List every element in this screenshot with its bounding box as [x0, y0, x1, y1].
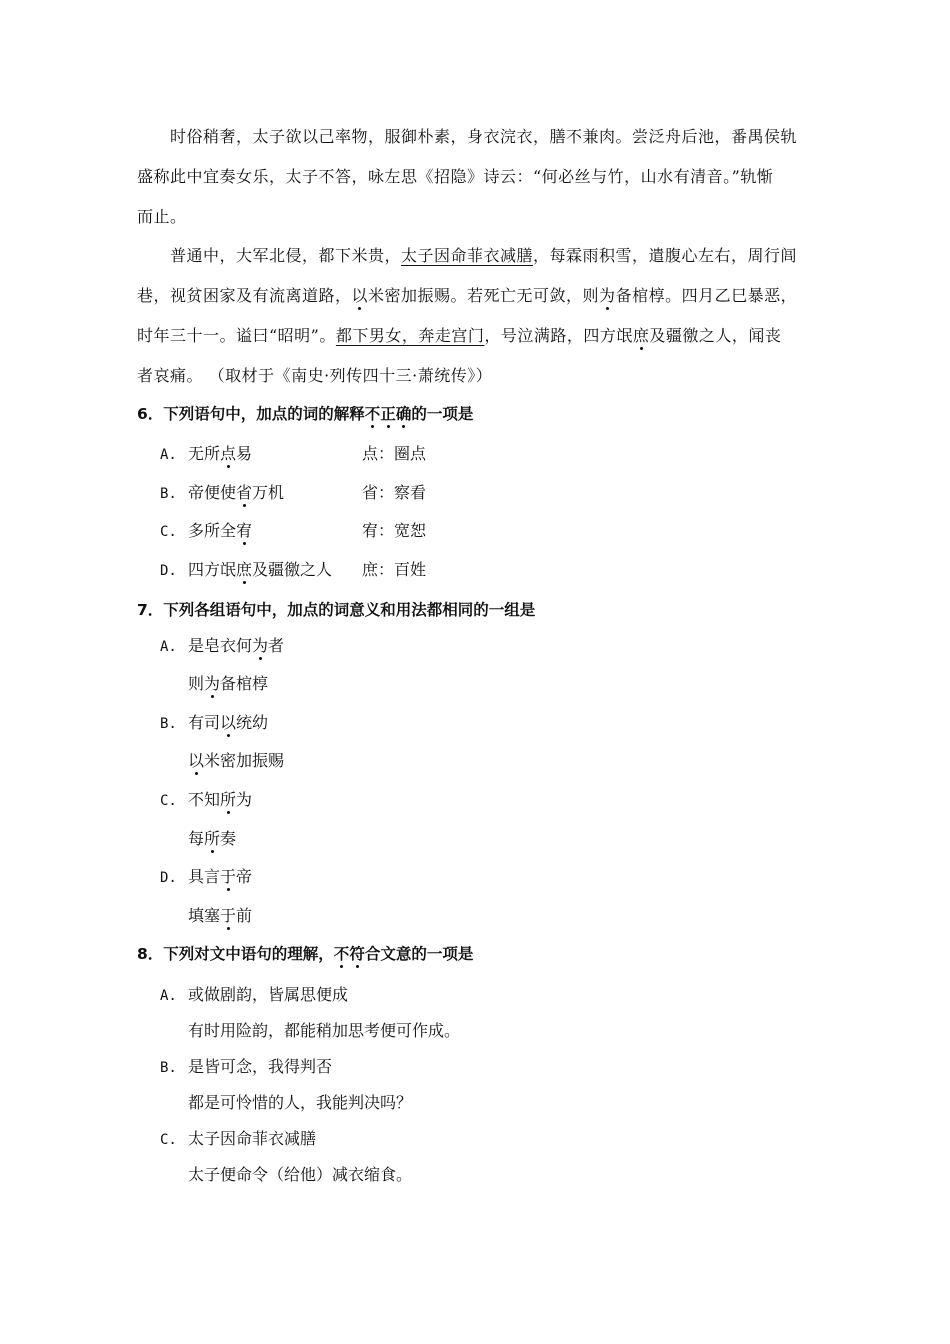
passage-line [137, 236, 817, 276]
option-label: D. [160, 870, 177, 886]
text-span: 为 [236, 790, 253, 809]
text-span: 填塞 [188, 906, 221, 925]
text-span: ，号泣满路，四方氓 [484, 326, 633, 345]
dotted-word: 正 [380, 405, 396, 423]
text-span: 合文意的一项是 [364, 945, 474, 963]
dotted-word: 为 [204, 674, 221, 693]
text-span: 的一项是 [411, 405, 474, 423]
text-span: 巷，视贫困家及有流离道路， [137, 286, 352, 305]
option-label: C. [160, 1132, 177, 1148]
passage-line [137, 316, 817, 356]
text-span: 是皂衣何 [188, 636, 253, 655]
question-7-title: 7．下列各组语句中，加点的词意义和用法都相同的一组是 [137, 601, 536, 619]
text-span: 帝便使 [188, 483, 237, 502]
text-span: 8．下列对文中语句的理解， [137, 945, 334, 963]
dotted-word: 为 [599, 286, 616, 305]
passage-line: 而止。 [137, 207, 187, 226]
passage-paragraph-2 [137, 236, 817, 396]
passage-line [137, 276, 817, 316]
text-span: 及疆徼之人 [252, 560, 333, 579]
dotted-word: 庶 [236, 560, 253, 579]
option-label: A. [160, 988, 177, 1004]
text-span: 时年三十一。谥曰“昭明”。 [137, 326, 336, 345]
dotted-word: 于 [220, 906, 237, 925]
q8-option-c-explain: 太子便命令（给他）减衣缩食。 [188, 1165, 413, 1184]
text-span: 每 [188, 829, 205, 848]
q6-option-c [160, 518, 252, 541]
text-span: 前 [236, 906, 253, 925]
text-span: 6．下列语句中，加点的词的解释 [137, 405, 365, 423]
option-label: A. [160, 447, 177, 463]
q6-option-b [160, 480, 284, 503]
text-span: 四方氓 [188, 560, 237, 579]
dotted-word: 省 [236, 483, 253, 502]
text-span: 帝 [236, 867, 253, 886]
option-text: 太子因命菲衣减膳 [188, 1129, 317, 1148]
q7-option-d-line2 [188, 903, 252, 926]
q7-option-a [160, 633, 284, 656]
dotted-word: 不 [333, 945, 350, 963]
text-span: 有司 [188, 713, 221, 732]
dotted-word: 于 [220, 867, 237, 886]
text-span: 备棺椁。四月乙巳暴恶， [615, 286, 798, 305]
q6-option-a [160, 441, 252, 464]
passage-line: 盛称此中宜奏女乐，太子不答，咏左思《招隐》诗云：“何必丝与竹，山水有清音。”轨惭 [137, 167, 774, 186]
option-label: B. [160, 486, 177, 502]
option-text: 或做剧韵，皆属思便成 [188, 985, 349, 1004]
text-span: 者 [268, 636, 285, 655]
passage-line: 时俗稍奢，太子欲以己率物，服御朴素，身衣浣衣，膳不兼肉。尝泛舟后池，番禺侯轨 [170, 127, 798, 146]
q8-option-c [160, 1126, 316, 1149]
dotted-word: 庶 [632, 326, 650, 345]
q6-option-d [160, 557, 332, 580]
dotted-word: 为 [252, 636, 269, 655]
underlined-phrase: 太子因命菲衣减膳 [401, 246, 534, 265]
q7-option-d [160, 864, 252, 887]
q6-option-c-gloss: 宥：宽恕 [362, 521, 427, 540]
underlined-phrase: 都下男女，奔走宫门 [335, 326, 485, 345]
option-label: B. [160, 716, 177, 732]
text-span: 无所 [188, 444, 221, 463]
q7-option-c [160, 787, 252, 810]
dotted-word: 宥 [236, 521, 253, 540]
text-span: 易 [236, 444, 253, 463]
dotted-word: 所 [220, 790, 237, 809]
option-label: C. [160, 793, 177, 809]
q7-option-c-line2 [188, 826, 236, 849]
dotted-word: 符 [349, 945, 365, 963]
dotted-word: 以 [188, 751, 205, 770]
passage-paragraph-1 [137, 117, 817, 237]
q6-option-a-gloss: 点：圈点 [362, 444, 427, 463]
text-span: 普通中，大军北侵，都下米贵， [170, 246, 402, 265]
text-span: 万机 [252, 483, 285, 502]
option-label: C. [160, 524, 177, 540]
option-label: D. [160, 563, 177, 579]
passage-line: 者哀痛。 （取材于《南史·列传四十三·萧统传》） [137, 366, 493, 385]
text-span: 多所全 [188, 521, 237, 540]
dotted-word: 所 [204, 829, 221, 848]
q7-option-a-line2 [188, 671, 268, 694]
q8-option-b-explain: 都是可怜惜的人，我能判决吗？ [188, 1093, 413, 1112]
text-span: 奏 [220, 829, 237, 848]
option-label: B. [160, 1060, 177, 1076]
dotted-word: 不 [364, 405, 381, 423]
q7-option-b [160, 710, 268, 733]
text-span: 米密加振赐 [204, 751, 285, 770]
question-8-title [137, 942, 473, 964]
text-span: 及疆徼之人，闻丧 [649, 326, 782, 345]
option-text: 是皆可念，我得判否 [188, 1057, 333, 1076]
text-span: 米密加振赐。若死亡无可敛，则 [368, 286, 600, 305]
q8-option-b [160, 1054, 332, 1077]
option-label: A. [160, 639, 177, 655]
text-span: 不知 [188, 790, 221, 809]
q6-option-b-gloss: 省：察看 [362, 483, 427, 502]
text-span: ，每霖雨积雪，遣腹心左右，周行闾 [533, 246, 798, 265]
question-6-title [137, 402, 473, 424]
q7-option-b-line2 [188, 748, 284, 771]
dotted-word: 以 [220, 713, 237, 732]
text-span: 则 [188, 674, 205, 693]
text-span: 统幼 [236, 713, 269, 732]
text-span: 具言 [188, 867, 221, 886]
dotted-word: 确 [395, 405, 412, 423]
dotted-word: 以 [351, 286, 369, 305]
dotted-word: 点 [220, 444, 237, 463]
q6-option-d-gloss: 庶：百姓 [362, 560, 427, 579]
text-span: 备棺椁 [220, 674, 269, 693]
q8-option-a-explain: 有时用险韵，都能稍加思考便可作成。 [188, 1021, 461, 1040]
q8-option-a [160, 982, 348, 1005]
